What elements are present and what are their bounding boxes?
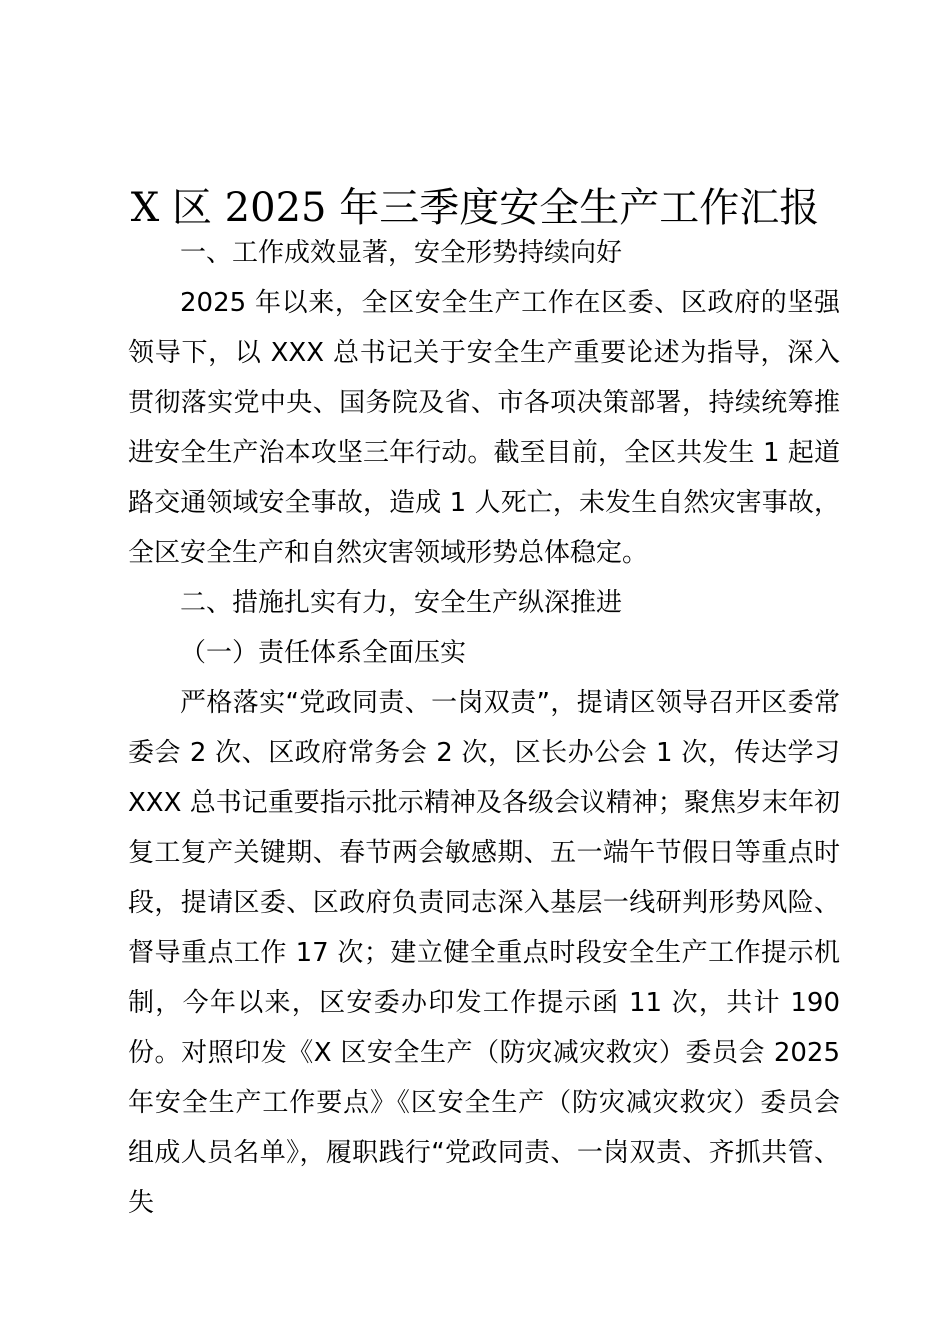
document-body <box>128 228 840 1228</box>
subsection-heading-1: （一）责任体系全面压实 <box>180 638 467 668</box>
paragraph-overview: 2025 年以来，全区安全生产工作在区委、区政府的坚强领导下，以 XXX 总书记关于安全生产重要论述为指导，深入贯彻落实党中央、国务院及省、市各项决策部署，持续统筹推进安全生产治本攻坚三年行动。截至目前，全区共发生 1 起道路交通领域安全事故，造成 1 人死亡，未发生自然灾害事故，全区安全生产和自然灾害领域形势总体稳定。 <box>128 288 840 568</box>
section-heading-1: 一、工作成效显著，安全形势持续向好 <box>180 238 623 268</box>
document-title: X 区 2025 年三季度安全生产工作汇报 <box>130 185 820 231</box>
section-heading-2: 二、措施扎实有力，安全生产纵深推进 <box>180 588 623 618</box>
paragraph-responsibility: 严格落实“党政同责、一岗双责”，提请区领导召开区委常委会 2 次、区政府常务会 2 次，区长办公会 1 次，传达学习 XXX 总书记重要指示批示精神及各级会议精神；聚焦岁末年初复工复产关键期、春节两会敏感期、五一端午节假日等重点时段，提请区委、区政府负责同志深入基层一线研判形势风险、督导重点工作 17 次；建立健全重点时段安全生产工作提示机制，今年以来，区安委办印发工作提示函 11 次，共计 190 份。对照印发《X 区安全生产（防灾减灾救灾）委员会 2025 年安全生产工作要点》《区安全生产（防灾减灾救灾）委员会组成人员名单》，履职践行“党政同责、一岗双责、齐抓共管、失 <box>128 688 840 1218</box>
